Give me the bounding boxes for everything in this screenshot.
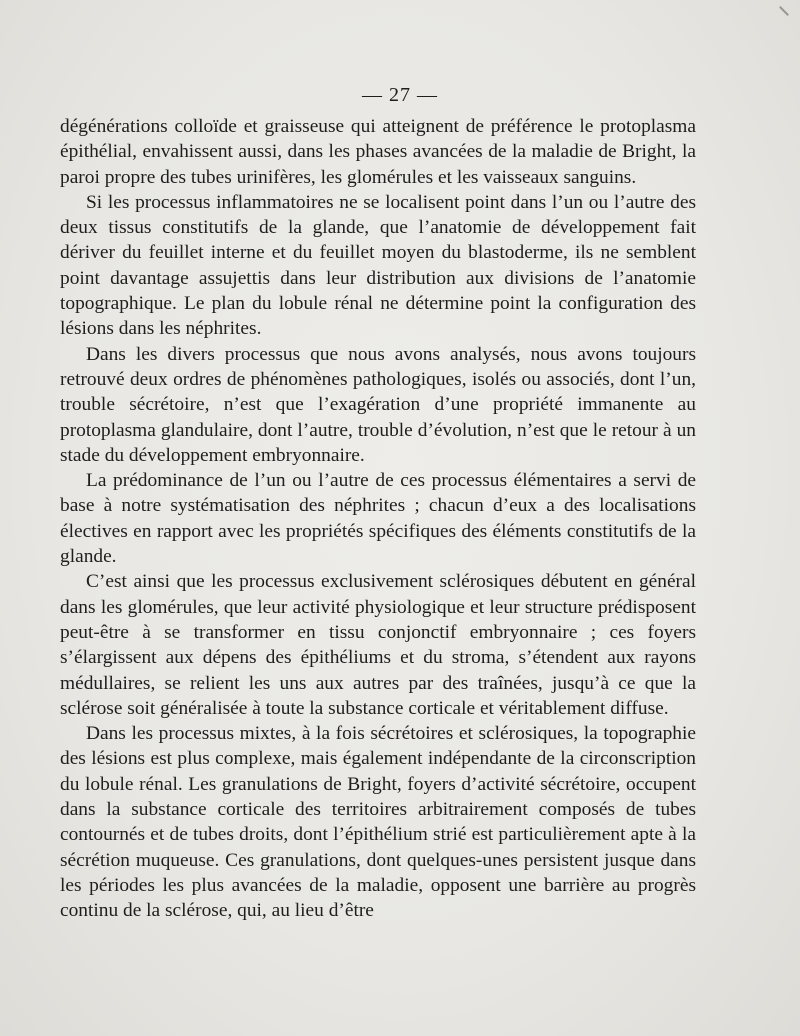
- paragraph-2: Si les processus inflammatoires ne se localisent point dans l’un ou l’autre des deux tissus constitutifs de la glande, que l’anatomie de développement fait dériver du feuillet interne et du feuillet moyen du blastoderme, ils ne semblent point davantage assujettis dans leur distribution aux divisions de l’anatomie topographique. Le plan du lobule rénal ne détermine point la configuration des lésions dans les néphrites.: [60, 191, 696, 340]
- page-number: — 27 —: [362, 84, 438, 106]
- paragraph-1: dégénérations colloïde et graisseuse qui atteignent de préférence le protoplasma épithélial, envahissent aussi, dans les phases avancées de la maladie de Bright, la paroi propre des tubes urinifères, les glomérules et les vaisseaux sanguins.: [60, 116, 696, 188]
- paragraph-3: Dans les divers processus que nous avons analysés, nous avons toujours retrouvé deux ordres de phénomènes pathologiques, isolés ou associés, dont l’un, trouble sécrétoire, n’est que l’exagération d’une propriété immanente au protoplasma glandulaire, dont l’autre, trouble d’évolution, n’est que le retour à un stade du développement embryonnaire.: [60, 343, 696, 466]
- page-corner-mark: [779, 6, 789, 16]
- paragraph-5: C’est ainsi que les processus exclusivement sclérosiques débutent en général dans les glomérules, que leur activité physiologique et leur structure prédisposent peut-être à se transformer en tissu conjonctif embryonnaire ; ces foyers s’élargissent aux dépens des épithéliums et du stroma, s’étendent aux rayons médullaires, se relient les uns aux autres par des traînées, jusqu’à ce que la sclérose soit généralisée à toute la substance corticale et véritablement diffuse.: [60, 571, 696, 719]
- paragraph-6: Dans les processus mixtes, à la fois sécrétoires et sclérosiques, la topographie des lésions est plus complexe, mais également indépendante de la circonscription du lobule rénal. Les granulations de Bright, foyers d’activité sécrétoire, occupent dans la substance corticale des territoires arbitrairement composés de tubes contournés et de tubes droits, dont l’épithélium strié est particulièrement apte à la sécrétion muqueuse. Ces granulations, dont quelques-unes persistent jusque dans les périodes les plus avancées de la maladie, opposent une barrière au progrès continu de la sclérose, qui, au lieu d’être: [60, 723, 696, 922]
- body-text: [60, 114, 696, 924]
- paragraph-4: La prédominance de l’un ou l’autre de ces processus élémentaires a servi de base à notre systématisation des néphrites ; chacun d’eux a des localisations électives en rapport avec les propriétés spécifiques des éléments constitutifs de la glande.: [60, 470, 696, 568]
